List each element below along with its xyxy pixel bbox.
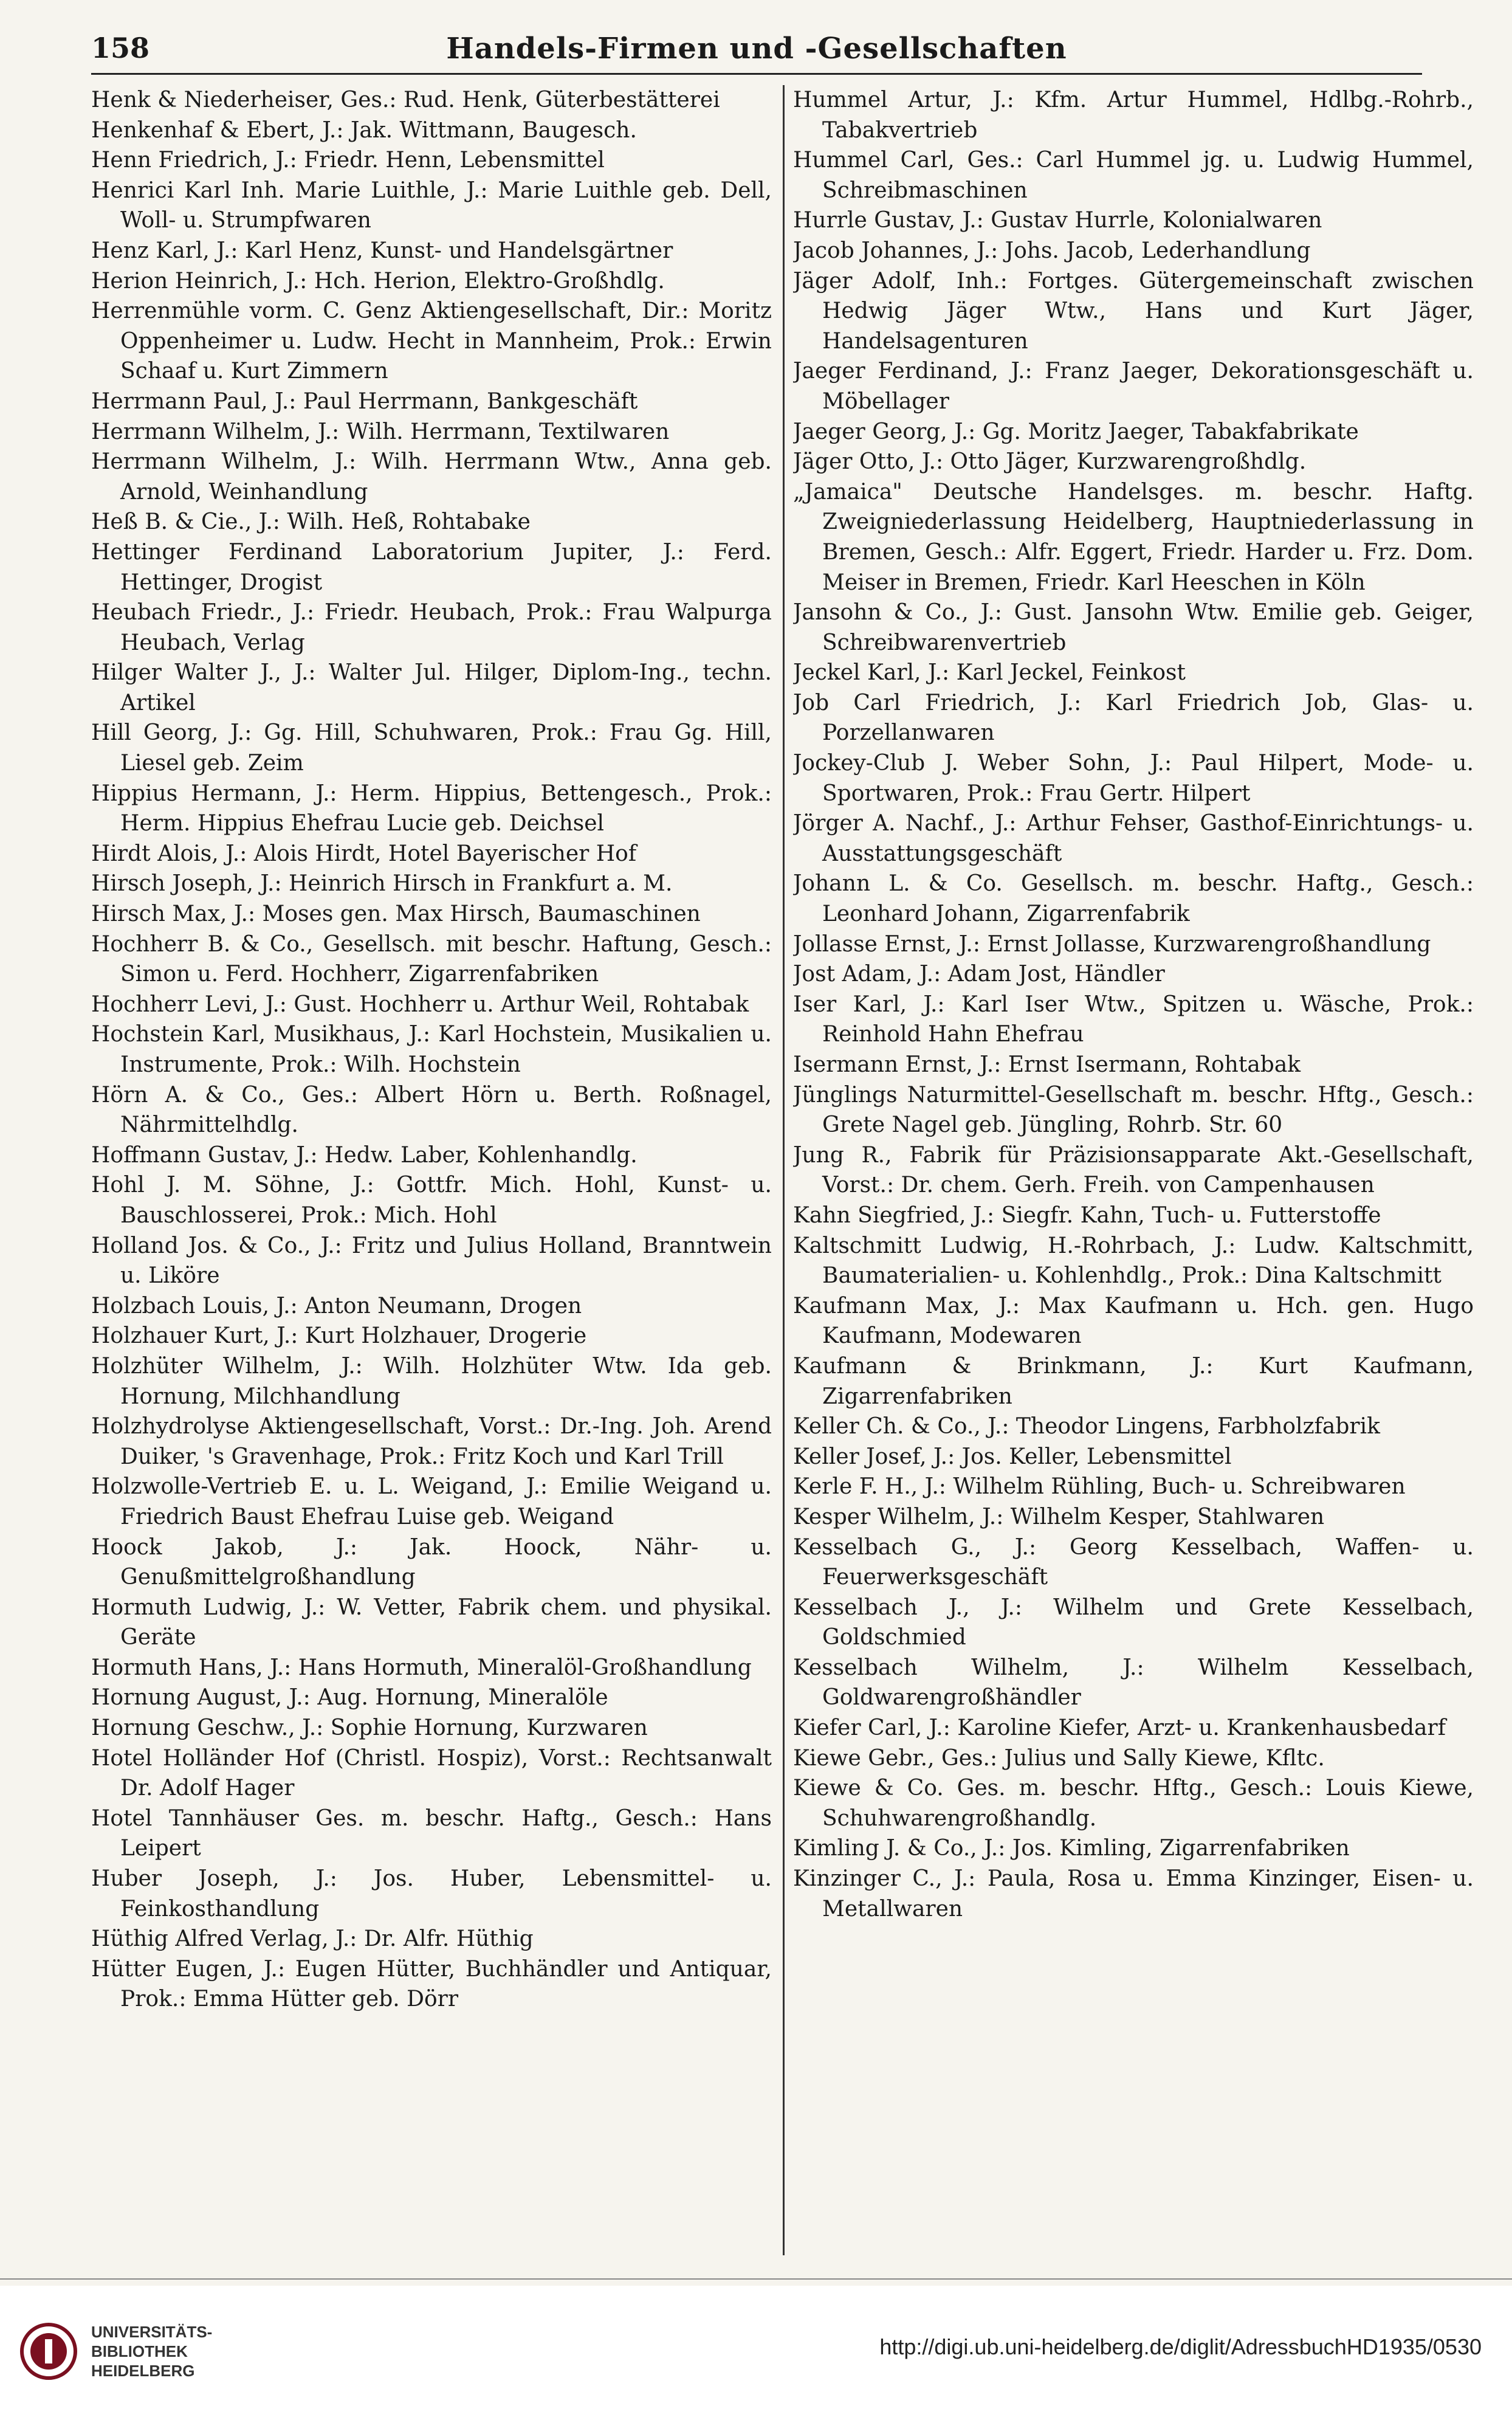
directory-entry: Hotel Tannhäuser Ges. m. beschr. Haftg., Gesch.: Hans Leipert: [91, 1805, 772, 1861]
directory-entry: Hörn A. & Co., Ges.: Albert Hörn u. Berth. Roßnagel, Nährmittelhdlg.: [91, 1082, 772, 1138]
column-divider: [783, 85, 785, 2255]
directory-entry: Kerle F. H., J.: Wilhelm Rühling, Buch- u. Schreibwaren: [793, 1474, 1406, 1500]
directory-entry: Hirsch Joseph, J.: Heinrich Hirsch in Frankfurt a. M.: [91, 871, 673, 897]
directory-entry: Holzhüter Wilhelm, J.: Wilh. Holzhüter Wtw. Ida geb. Hornung, Milchhandlung: [91, 1353, 772, 1409]
directory-entry: Kaufmann & Brinkmann, J.: Kurt Kaufmann, Zigarrenfabriken: [793, 1353, 1474, 1409]
directory-entry: Jörger A. Nachf., J.: Arthur Fehser, Gasthof-Einrichtungs- u. Ausstattungsgeschäft: [793, 811, 1474, 866]
right-column: [793, 85, 1474, 2255]
directory-entry: Herrmann Wilhelm, J.: Wilh. Herrmann, Textilwaren: [91, 419, 670, 444]
directory-entry: „Jamaica" Deutsche Handelsges. m. beschr. Haftg. Zweigniederlassung Heidelberg, Hauptniederlassung in Bremen, Gesch.: Alfr. Eggert, Friedr. Harder u. Frz. Dom. Meiser in Bremen, Friedr. Karl Heeschen in Köln: [793, 479, 1474, 595]
directory-entry: Henrici Karl Inh. Marie Luithle, J.: Marie Luithle geb. Dell, Woll- u. Strumpfwaren: [91, 178, 772, 233]
directory-entry: Herrmann Wilhelm, J.: Wilh. Herrmann Wtw., Anna geb. Arnold, Weinhandlung: [91, 449, 772, 505]
directory-entry: Hoffmann Gustav, J.: Hedw. Laber, Kohlenhandlg.: [91, 1142, 637, 1168]
directory-entry: Herion Heinrich, J.: Hch. Herion, Elektro-Großhdlg.: [91, 268, 665, 294]
directory-entry: Hippius Hermann, J.: Herm. Hippius, Bettengesch., Prok.: Herm. Hippius Ehefrau Lucie geb. Deichsel: [91, 781, 772, 836]
directory-entry: Herrenmühle vorm. C. Genz Aktiengesellschaft, Dir.: Moritz Oppenheimer u. Ludw. Hecht in Mannheim, Prok.: Erwin Schaaf u. Kurt Zimmern: [91, 298, 772, 384]
directory-entry: Hormuth Hans, J.: Hans Hormuth, Mineralöl-Großhandlung: [91, 1655, 752, 1680]
directory-entry: Hohl J. M. Söhne, J.: Gottfr. Mich. Hohl, Kunst- u. Bauschlosserei, Prok.: Mich. Hohl: [91, 1173, 772, 1228]
directory-entry: Jacob Johannes, J.: Johs. Jacob, Lederhandlung: [793, 238, 1311, 263]
directory-entry: Henk & Niederheiser, Ges.: Rud. Henk, Güterbestätterei: [91, 88, 720, 112]
page-number: 158: [91, 32, 150, 64]
directory-entry: Herrmann Paul, J.: Paul Herrmann, Bankgeschäft: [91, 388, 638, 414]
directory-entry: Jollasse Ernst, J.: Ernst Jollasse, Kurzwarengroßhandlung: [793, 931, 1431, 957]
logo-line-3: HEIDELBERG: [91, 2362, 195, 2380]
footer-rule: [0, 2278, 1512, 2280]
directory-entry: Job Carl Friedrich, J.: Karl Friedrich Job, Glas- u. Porzellanwaren: [793, 690, 1474, 746]
source-url-link[interactable]: http://digi.ub.uni-heidelberg.de/diglit/AdressbuchHD1935/0530: [879, 2334, 1482, 2359]
directory-entry: Kinzinger C., J.: Paula, Rosa u. Emma Kinzinger, Eisen- u. Metallwaren: [793, 1866, 1474, 1922]
directory-entry: Kiewe Gebr., Ges.: Julius und Sally Kiewe, Kfltc.: [793, 1745, 1325, 1771]
directory-entry: Jäger Otto, J.: Otto Jäger, Kurzwarengroßhdlg.: [793, 449, 1307, 475]
directory-entry: Jost Adam, J.: Adam Jost, Händler: [793, 962, 1165, 987]
directory-entry: Hummel Carl, Ges.: Carl Hummel jg. u. Ludwig Hummel, Schreibmaschinen: [793, 148, 1474, 203]
library-logo-icon: [18, 2321, 79, 2382]
directory-entry: Kahn Siegfried, J.: Siegfr. Kahn, Tuch- u. Futterstoffe: [793, 1202, 1381, 1228]
directory-entry: Jeckel Karl, J.: Karl Jeckel, Feinkost: [793, 660, 1186, 686]
directory-entry: Kiewe & Co. Ges. m. beschr. Hftg., Gesch.: Louis Kiewe, Schuhwarengroßhandlg.: [793, 1776, 1474, 1831]
directory-entry: Hotel Holländer Hof (Christl. Hospiz), Vorst.: Rechtsanwalt Dr. Adolf Hager: [91, 1745, 772, 1801]
directory-entry: Hettinger Ferdinand Laboratorium Jupiter, J.: Ferd. Hettinger, Drogist: [91, 539, 772, 595]
page-header: [91, 23, 1422, 72]
running-title: Handels-Firmen und -Gesellschaften: [446, 32, 1067, 66]
directory-entry: Hirdt Alois, J.: Alois Hirdt, Hotel Bayerischer Hof: [91, 841, 637, 866]
directory-entry: Kesselbach Wilhelm, J.: Wilhelm Kesselbach, Goldwarengroßhändler: [793, 1655, 1474, 1711]
directory-entry: Henz Karl, J.: Karl Henz, Kunst- und Handelsgärtner: [91, 238, 673, 263]
footer: [0, 2286, 1512, 2434]
directory-entry: Kaltschmitt Ludwig, H.-Rohrbach, J.: Ludw. Kaltschmitt, Baumaterialien- u. Kohlenhdlg., Prok.: Dina Kaltschmitt: [793, 1233, 1474, 1289]
directory-entry: Kesper Wilhelm, J.: Wilhelm Kesper, Stahlwaren: [793, 1504, 1325, 1529]
directory-entry: Heubach Friedr., J.: Friedr. Heubach, Prok.: Frau Walpurga Heubach, Verlag: [91, 600, 772, 655]
directory-entry: Holzbach Louis, J.: Anton Neumann, Drogen: [91, 1293, 582, 1319]
directory-entry: Hochherr Levi, J.: Gust. Hochherr u. Arthur Weil, Rohtabak: [91, 991, 749, 1017]
directory-entry: Hill Georg, J.: Gg. Hill, Schuhwaren, Prok.: Frau Gg. Hill, Liesel geb. Zeim: [91, 720, 772, 776]
directory-entry: Hornung Geschw., J.: Sophie Hornung, Kurzwaren: [91, 1715, 648, 1741]
directory-entry: Kesselbach G., J.: Georg Kesselbach, Waffen- u. Feuerwerksgeschäft: [793, 1534, 1474, 1590]
directory-entry: Jaeger Georg, J.: Gg. Moritz Jaeger, Tabakfabrikate: [793, 419, 1359, 444]
directory-entry: Johann L. & Co. Gesellsch. m. beschr. Haftg., Gesch.: Leonhard Johann, Zigarrenfabrik: [793, 871, 1474, 927]
directory-entry: Hüthig Alfred Verlag, J.: Dr. Alfr. Hüthig: [91, 1926, 534, 1952]
directory-entry: Hummel Artur, J.: Kfm. Artur Hummel, Hdlbg.-Rohrb., Tabakvertrieb: [793, 88, 1474, 143]
logo-line-2: BIBLIOTHEK: [91, 2342, 188, 2360]
directory-entry: Jung R., Fabrik für Präzisionsapparate Akt.-Gesellschaft, Vorst.: Dr. chem. Gerh. Freih. von Campenhausen: [793, 1142, 1474, 1198]
directory-entry: Holland Jos. & Co., J.: Fritz und Julius Holland, Branntwein u. Liköre: [91, 1233, 772, 1289]
directory-entry: Hornung August, J.: Aug. Hornung, Mineralöle: [91, 1685, 608, 1711]
directory-entry: Kesselbach J., J.: Wilhelm und Grete Kesselbach, Goldschmied: [793, 1595, 1474, 1650]
directory-entry: Hütter Eugen, J.: Eugen Hütter, Buchhändler und Antiquar, Prok.: Emma Hütter geb. Dörr: [91, 1956, 772, 2012]
directory-entry: Jaeger Ferdinand, J.: Franz Jaeger, Dekorationsgeschäft u. Möbellager: [793, 359, 1474, 414]
directory-entry: Hoock Jakob, J.: Jak. Hoock, Nähr- u. Genußmittelgroßhandlung: [91, 1534, 772, 1590]
directory-entry: Jockey-Club J. Weber Sohn, J.: Paul Hilpert, Mode- u. Sportwaren, Prok.: Frau Gertr. Hilpert: [793, 751, 1474, 806]
directory-entry: Holzhauer Kurt, J.: Kurt Holzhauer, Drogerie: [91, 1323, 587, 1349]
directory-entry: Kiefer Carl, J.: Karoline Kiefer, Arzt- u. Krankenhausbedarf: [793, 1715, 1446, 1741]
directory-entry: Jansohn & Co., J.: Gust. Jansohn Wtw. Emilie geb. Geiger, Schreibwarenvertrieb: [793, 600, 1474, 655]
directory-entry: Kaufmann Max, J.: Max Kaufmann u. Hch. gen. Hugo Kaufmann, Modewaren: [793, 1293, 1474, 1349]
header-rule: [91, 73, 1422, 75]
directory-entry: Henn Friedrich, J.: Friedr. Henn, Lebensmittel: [91, 148, 605, 173]
directory-entry: Iser Karl, J.: Karl Iser Wtw., Spitzen u. Wäsche, Prok.: Reinhold Hahn Ehefrau: [793, 991, 1474, 1047]
directory-entry: Jäger Adolf, Inh.: Fortges. Gütergemeinschaft zwischen Hedwig Jäger Wtw., Hans und Kurt Jäger, Handelsagenturen: [793, 268, 1474, 354]
directory-entry: Keller Josef, J.: Jos. Keller, Lebensmittel: [793, 1444, 1232, 1469]
directory-entry: Jünglings Naturmittel-Gesellschaft m. beschr. Hftg., Gesch.: Grete Nagel geb. Jüngling, Rohrb. Str. 60: [793, 1082, 1474, 1138]
directory-entry: Hochherr B. & Co., Gesellsch. mit beschr. Haftung, Gesch.: Simon u. Ferd. Hochherr, Zigarrenfabriken: [91, 931, 772, 987]
directory-entry: Holzwolle-Vertrieb E. u. L. Weigand, J.: Emilie Weigand u. Friedrich Baust Ehefrau Luise geb. Weigand: [91, 1474, 772, 1529]
directory-entry: Heß B. & Cie., J.: Wilh. Heß, Rohtabake: [91, 509, 531, 535]
directory-entry: Huber Joseph, J.: Jos. Huber, Lebensmittel- u. Feinkosthandlung: [91, 1866, 772, 1922]
logo-line-1: UNIVERSITÄTS-: [91, 2323, 213, 2341]
directory-entry: Hormuth Ludwig, J.: W. Vetter, Fabrik chem. und physikal. Geräte: [91, 1595, 772, 1650]
directory-entry: Hurrle Gustav, J.: Gustav Hurrle, Kolonialwaren: [793, 208, 1322, 233]
directory-entry: Isermann Ernst, J.: Ernst Isermann, Rohtabak: [793, 1052, 1301, 1077]
directory-entry: Kimling J. & Co., J.: Jos. Kimling, Zigarrenfabriken: [793, 1836, 1350, 1861]
directory-entry: Hochstein Karl, Musikhaus, J.: Karl Hochstein, Musikalien u. Instrumente, Prok.: Wilh. Hochstein: [91, 1022, 772, 1077]
directory-entry: Holzhydrolyse Aktiengesellschaft, Vorst.: Dr.-Ing. Joh. Arend Duiker, 's Gravenhage, Prok.: Fritz Koch und Karl Trill: [91, 1414, 772, 1469]
left-column: [91, 85, 772, 2255]
directory-entry: Hilger Walter J., J.: Walter Jul. Hilger, Diplom-Ing., techn. Artikel: [91, 660, 772, 715]
directory-entry: Hirsch Max, J.: Moses gen. Max Hirsch, Baumaschinen: [91, 902, 701, 927]
directory-entry: Henkenhaf & Ebert, J.: Jak. Wittmann, Baugesch.: [91, 117, 637, 143]
library-logo-text: [91, 2322, 212, 2381]
directory-entry: Keller Ch. & Co., J.: Theodor Lingens, Farbholzfabrik: [793, 1414, 1380, 1439]
